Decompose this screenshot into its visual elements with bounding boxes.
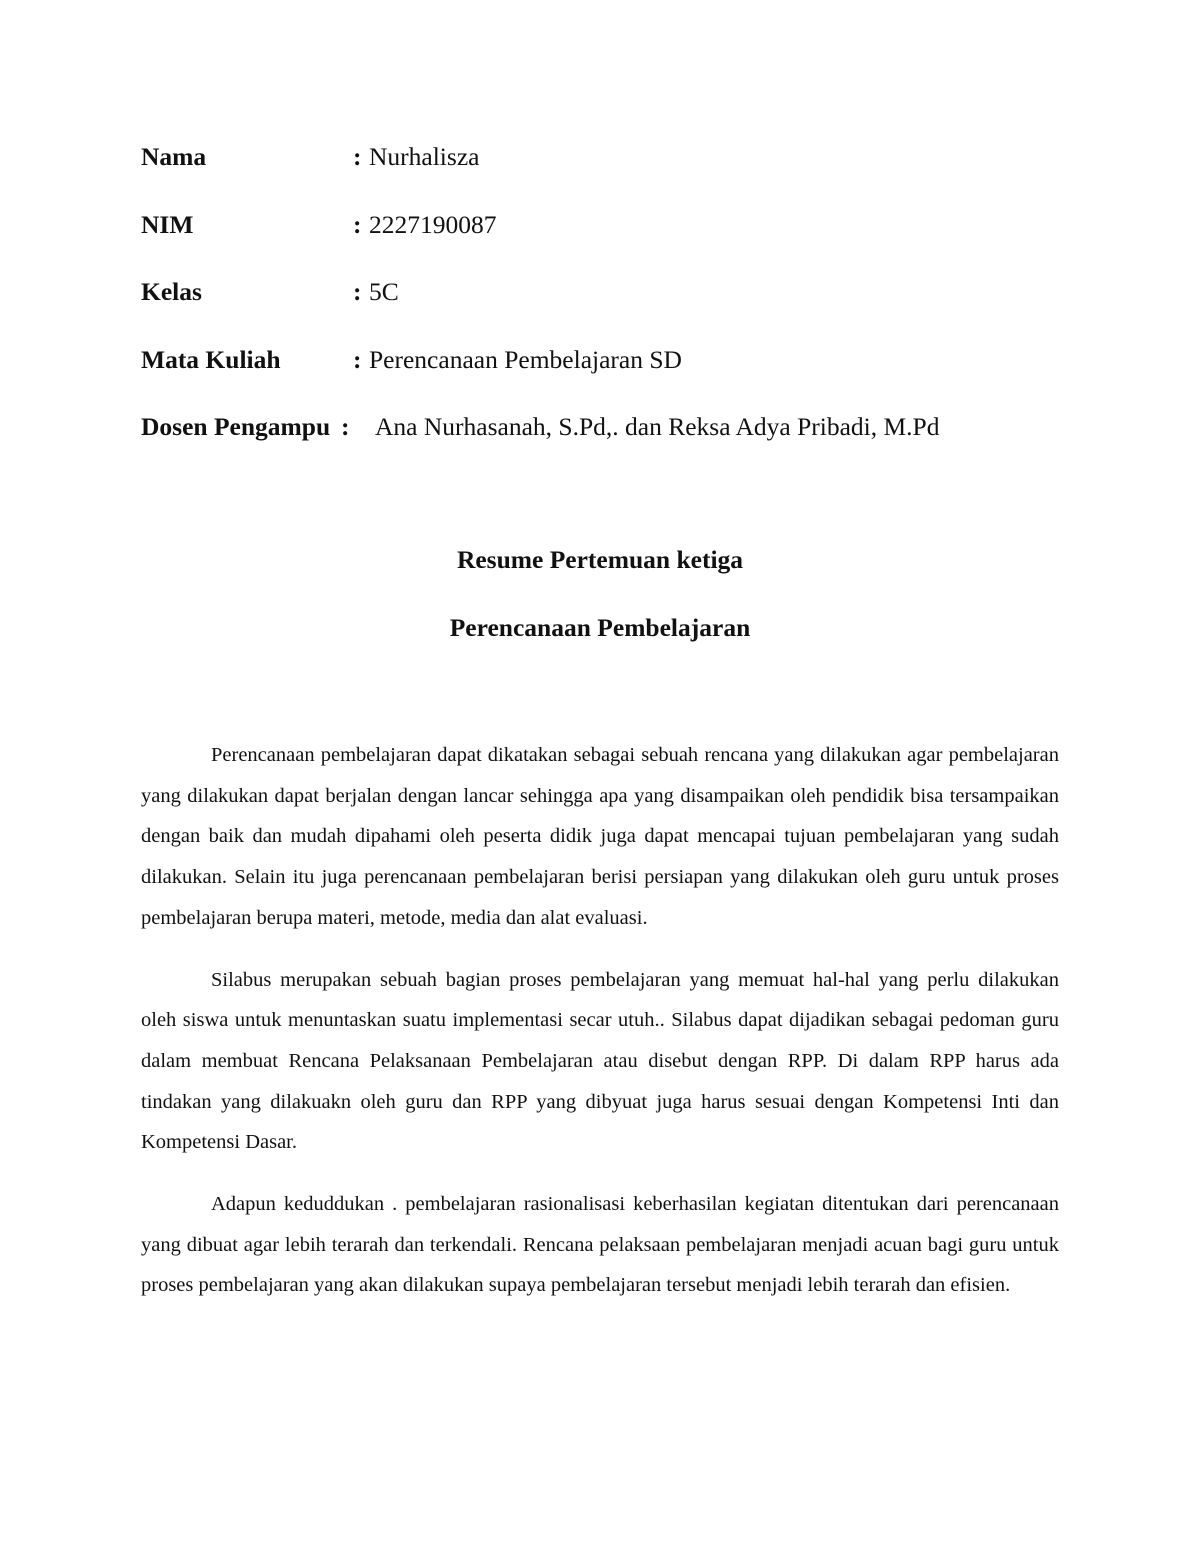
info-label: Kelas <box>141 277 202 306</box>
info-separator: : <box>353 277 362 306</box>
info-separator: : <box>353 209 362 239</box>
info-value: Nurhalisza <box>369 142 480 171</box>
info-row-nim <box>141 207 1081 275</box>
document-titles <box>0 542 1200 678</box>
document-title: Resume Pertemuan ketiga <box>456 545 744 574</box>
info-value: Perencanaan Pembelajaran SD <box>369 344 682 374</box>
info-value: 5C <box>369 277 399 306</box>
info-row-dosen <box>141 409 1081 477</box>
info-separator: : <box>353 344 362 374</box>
info-row-name <box>141 139 1081 207</box>
student-info <box>141 139 1081 477</box>
document-body <box>141 735 1059 1327</box>
paragraph: Perencanaan pembelajaran dapat dikatakan sebagai sebuah rencana yang dilakukan agar pembelajaran yang dilakukan dapat berjalan dengan lancar sehingga apa yang disampaikan oleh pendidik bisa tersampaikan dengan baik dan mudah dipahami oleh peserta didik juga dapat mencapai tujuan pembelajaran yang sudah dilakukan. Selain itu juga perencanaan pembelajaran berisi persiapan yang dilakukan oleh guru untuk proses pembelajaran berupa materi, metode, media dan alat evaluasi. <box>141 744 1059 929</box>
info-label: NIM <box>141 209 194 239</box>
info-row-mata-kuliah <box>141 342 1081 410</box>
info-label: Dosen Pengampu <box>141 412 331 441</box>
info-separator: : <box>341 412 350 441</box>
info-label: Mata Kuliah <box>141 344 281 374</box>
info-row-kelas <box>141 274 1081 342</box>
info-value: 2227190087 <box>369 209 497 239</box>
info-value: Ana Nurhasanah, S.Pd,. dan Reksa Adya Pribadi, M.Pd <box>375 412 940 441</box>
paragraph: Silabus merupakan sebuah bagian proses pembelajaran yang memuat hal-hal yang perlu dilakukan oleh siswa untuk menuntaskan suatu implementasi secar utuh.. Silabus dapat dijadikan sebagai pedoman guru dalam membuat Rencana Pelaksanaan Pembelajaran atau disebut dengan RPP. Di dalam RPP harus ada tindakan yang dilakuakn oleh guru dan RPP yang dibyuat juga harus sesuai dengan Kompetensi Inti dan Kompetensi Dasar. <box>141 968 1059 1154</box>
info-label: Nama <box>141 142 207 171</box>
document-subtitle: Perencanaan Pembelajaran <box>449 613 751 642</box>
paragraph: Adapun keduddukan . pembelajaran rasionalisasi keberhasilan kegiatan ditentukan dari perencanaan yang dibuat agar lebih terarah dan terkendali. Rencana pelaksaan pembelajaran menjadi acuan bagi guru untuk proses pembelajaran yang akan dilakukan supaya pembelajaran tersebut menjadi lebih terarah dan efisien. <box>141 1193 1059 1297</box>
info-separator: : <box>353 142 362 171</box>
